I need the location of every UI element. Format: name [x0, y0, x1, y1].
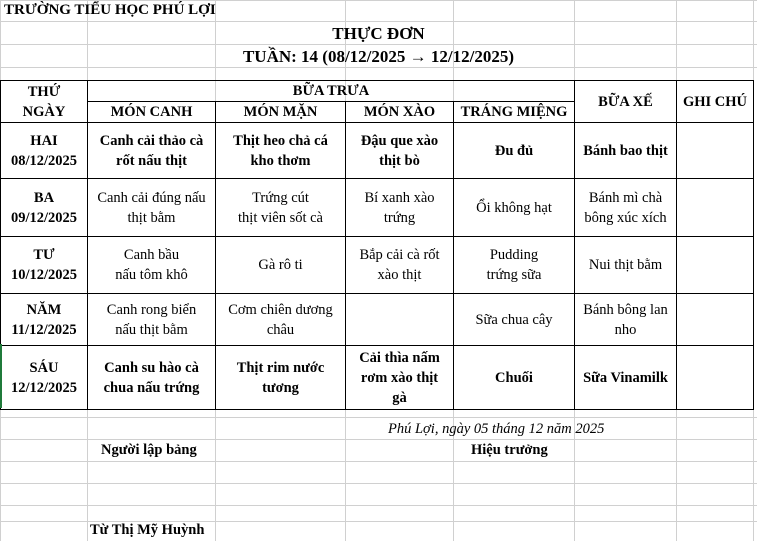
note-cell [677, 237, 754, 294]
soup-cell: Canh rong biển nấu thịt bằm [88, 294, 216, 346]
soup-header: MÓN CANH [88, 102, 216, 123]
salty-cell: Cơm chiên dương châu [216, 294, 346, 346]
grid-line [0, 0, 757, 1]
salty-cell: Thịt rim nước tương [216, 346, 346, 410]
table-row [1, 179, 754, 237]
day-cell: NĂM 11/12/2025 [1, 294, 88, 346]
day-cell: SÁU 12/12/2025 [1, 346, 88, 410]
note-cell [677, 123, 754, 179]
row-selection-marker [0, 344, 2, 408]
grid-line [0, 417, 757, 418]
stirfry-cell: Bí xanh xào trứng [346, 179, 454, 237]
salty-header: MÓN MẶN [216, 102, 346, 123]
lunch-header: BỮA TRƯA [88, 81, 575, 102]
preparer-name: Từ Thị Mỹ Huỳnh [90, 522, 205, 538]
soup-cell: Canh bầu nấu tôm khô [88, 237, 216, 294]
grid-line [0, 461, 757, 462]
grid-line [0, 483, 757, 484]
dessert-cell: Chuối [454, 346, 575, 410]
page-title: THỰC ĐƠN [332, 24, 425, 43]
dessert-cell: Pudding trứng sữa [454, 237, 575, 294]
stirfry-cell: Đậu que xào thịt bò [346, 123, 454, 179]
salty-cell: Thịt heo chả cá kho thơm [216, 123, 346, 179]
grid-line [0, 439, 757, 440]
note-cell [677, 346, 754, 410]
week-range: TUẦN: 14 (08/12/2025 → 12/12/2025) [242, 47, 515, 66]
table-row [1, 294, 754, 346]
grid-line [0, 67, 757, 68]
table-row [1, 123, 754, 179]
day-header [1, 81, 88, 123]
day-cell: TƯ 10/12/2025 [1, 237, 88, 294]
stirfry-cell: Bắp cải cà rốt xào thịt [346, 237, 454, 294]
note-cell [677, 294, 754, 346]
snack-cell: Bánh mì chà bông xúc xích [575, 179, 677, 237]
day-header-line1: THỨ [27, 83, 61, 100]
table-row [1, 237, 754, 294]
salty-cell: Trứng cút thịt viên sốt cà [216, 179, 346, 237]
soup-cell: Canh cải đúng nấu thịt bằm [88, 179, 216, 237]
grid-line [0, 21, 757, 22]
salty-cell: Gà rô ti [216, 237, 346, 294]
day-cell: HAI 08/12/2025 [1, 123, 88, 179]
dessert-cell: Đu đủ [454, 123, 575, 179]
snack-header: BỮA XẾ [575, 81, 677, 123]
menu-table [0, 80, 754, 410]
note-header: GHI CHÚ [677, 81, 754, 123]
soup-cell: Canh cải thảo cà rốt nấu thịt [88, 123, 216, 179]
place-date: Phú Lợi, ngày 05 tháng 12 năm 2025 [388, 421, 605, 437]
dessert-cell: Ổi không hạt [454, 179, 575, 237]
snack-cell: Sữa Vinamilk [575, 346, 677, 410]
dessert-cell: Sữa chua cây [454, 294, 575, 346]
school-name: TRƯỜNG TIỂU HỌC PHÚ LỢI [4, 2, 216, 18]
table-row [1, 346, 754, 410]
stirfry-header: MÓN XÀO [346, 102, 454, 123]
day-header-line2: NGÀY [22, 103, 66, 120]
stirfry-cell [346, 294, 454, 346]
soup-cell: Canh su hào cà chua nấu trứng [88, 346, 216, 410]
grid-line [0, 44, 757, 45]
snack-cell: Nui thịt bằm [575, 237, 677, 294]
day-cell: BA 09/12/2025 [1, 179, 88, 237]
snack-cell: Bánh bông lan nho [575, 294, 677, 346]
preparer-title: Người lập bảng [101, 442, 197, 458]
principal-title: Hiệu trưởng [471, 442, 548, 458]
grid-line [0, 505, 757, 506]
stirfry-cell: Cải thìa nấm rơm xào thịt gà [346, 346, 454, 410]
snack-cell: Bánh bao thịt [575, 123, 677, 179]
dessert-header: TRÁNG MIỆNG [454, 102, 575, 123]
note-cell [677, 179, 754, 237]
